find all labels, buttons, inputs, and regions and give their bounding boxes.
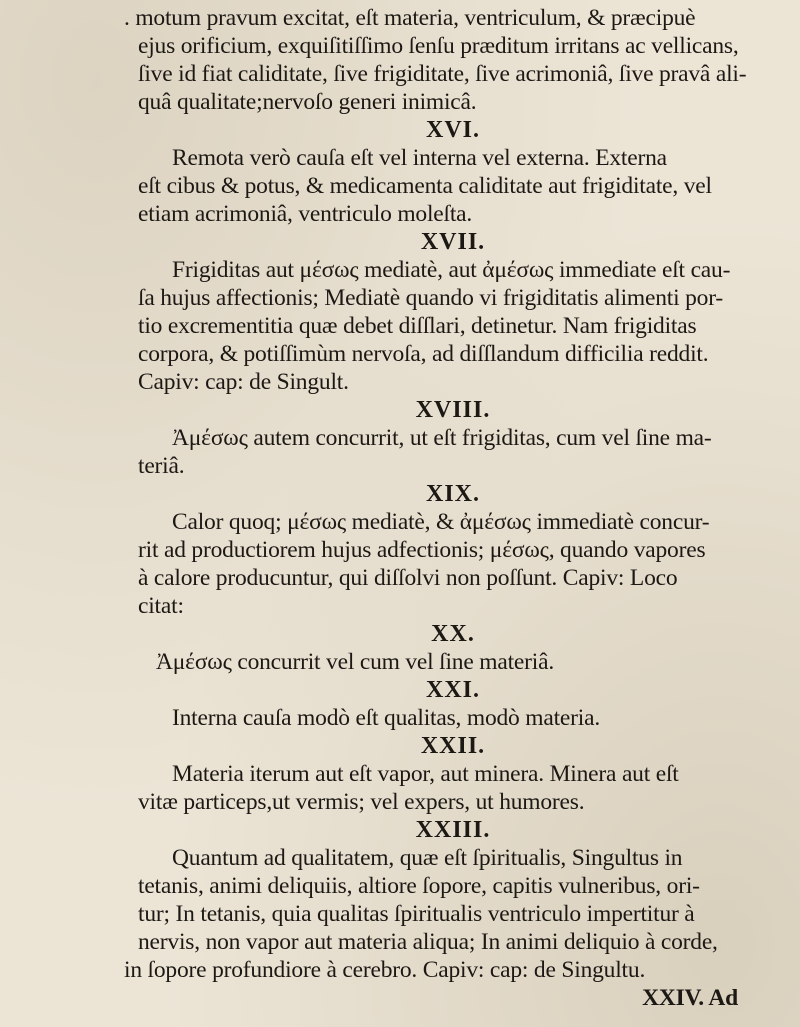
text-line: XXIV. Ad bbox=[642, 985, 738, 1011]
text-line: Materia iterum aut eſt vapor, aut minera. Minera aut eſt bbox=[172, 761, 679, 787]
text-line: rit ad productiorem hujus adfectionis; μέσως, quando vapores bbox=[138, 537, 706, 563]
text-line: teriâ. bbox=[138, 453, 185, 479]
text-line: corpora, & potiſſimùm nervoſa, ad diſſlandum difficilia reddit. bbox=[138, 341, 709, 367]
text-line: nervis, non vapor aut materia aliqua; In animi deliquio à corde, bbox=[138, 929, 718, 955]
text-line: Ἀμέσως autem concurrit, ut eſt frigiditas, cum vel ſine ma- bbox=[172, 425, 712, 451]
page-text bbox=[124, 4, 768, 1012]
text-line: in ſopore profundiore à cerebro. Capiv: cap: de Singultu. bbox=[124, 957, 646, 983]
section-number: XX. bbox=[431, 621, 475, 647]
text-line: ſive id fiat caliditate, ſive frigiditate, ſive acrimoniâ, ſive pravâ ali- bbox=[138, 61, 747, 87]
section-number: XIX. bbox=[425, 481, 480, 507]
text-line: quâ qualitate;nervoſo generi inimicâ. bbox=[138, 89, 477, 115]
text-line: Quantum ad qualitatem, quæ eſt ſpiritualis, Singultus in bbox=[172, 845, 683, 871]
text-line: tio excrementitia quæ debet diſſlari, detinetur. Nam frigiditas bbox=[138, 313, 697, 339]
section-number: XXII. bbox=[420, 733, 486, 759]
text-line: Frigiditas aut μέσως mediatè, aut ἀμέσως immediate eſt cau- bbox=[172, 257, 731, 283]
section-number: XXI. bbox=[425, 677, 480, 703]
text-line: Remota verò cauſa eſt vel interna vel externa. Externa bbox=[172, 145, 667, 171]
text-line: Calor quoq; μέσως mediatè, & ἀμέσως immediatè concur- bbox=[172, 509, 710, 535]
text-line: ſa hujus affectionis; Mediatè quando vi frigiditatis alimenti por- bbox=[138, 285, 724, 311]
section-number: XXIII. bbox=[415, 817, 491, 843]
section-number: XVIII. bbox=[415, 397, 491, 423]
text-line: Ἀμέσως concurrit vel cum vel ſine materiâ. bbox=[156, 649, 554, 675]
text-line: à calore producuntur, qui diſſolvi non poſſunt. Capiv: Loco bbox=[138, 565, 678, 591]
text-line: Capiv: cap: de Singult. bbox=[138, 369, 349, 395]
text-line: ejus orificium, exquiſitiſſimo ſenſu præditum irritans ac vellicans, bbox=[138, 33, 739, 59]
text-line: tetanis, animi deliquiis, altiore ſopore, capitis vulneribus, ori- bbox=[138, 873, 700, 899]
text-line: citat: bbox=[138, 593, 184, 619]
section-number: XVII. bbox=[420, 229, 486, 255]
text-line: etiam acrimoniâ, ventriculo moleſta. bbox=[138, 201, 473, 227]
text-line: eſt cibus & potus, & medicamenta caliditate aut frigiditate, vel bbox=[138, 173, 712, 199]
text-line: vitæ particeps,ut vermis; vel expers, ut humores. bbox=[138, 789, 585, 815]
text-line: tur; In tetanis, quia qualitas ſpiritualis ventriculo impertitur à bbox=[138, 901, 695, 927]
text-line: Interna cauſa modò eſt qualitas, modò materia. bbox=[172, 705, 601, 731]
text-line: . motum pravum excitat, eſt materia, ventriculum, & præcipuè bbox=[124, 5, 696, 31]
section-number: XVI. bbox=[425, 117, 480, 143]
